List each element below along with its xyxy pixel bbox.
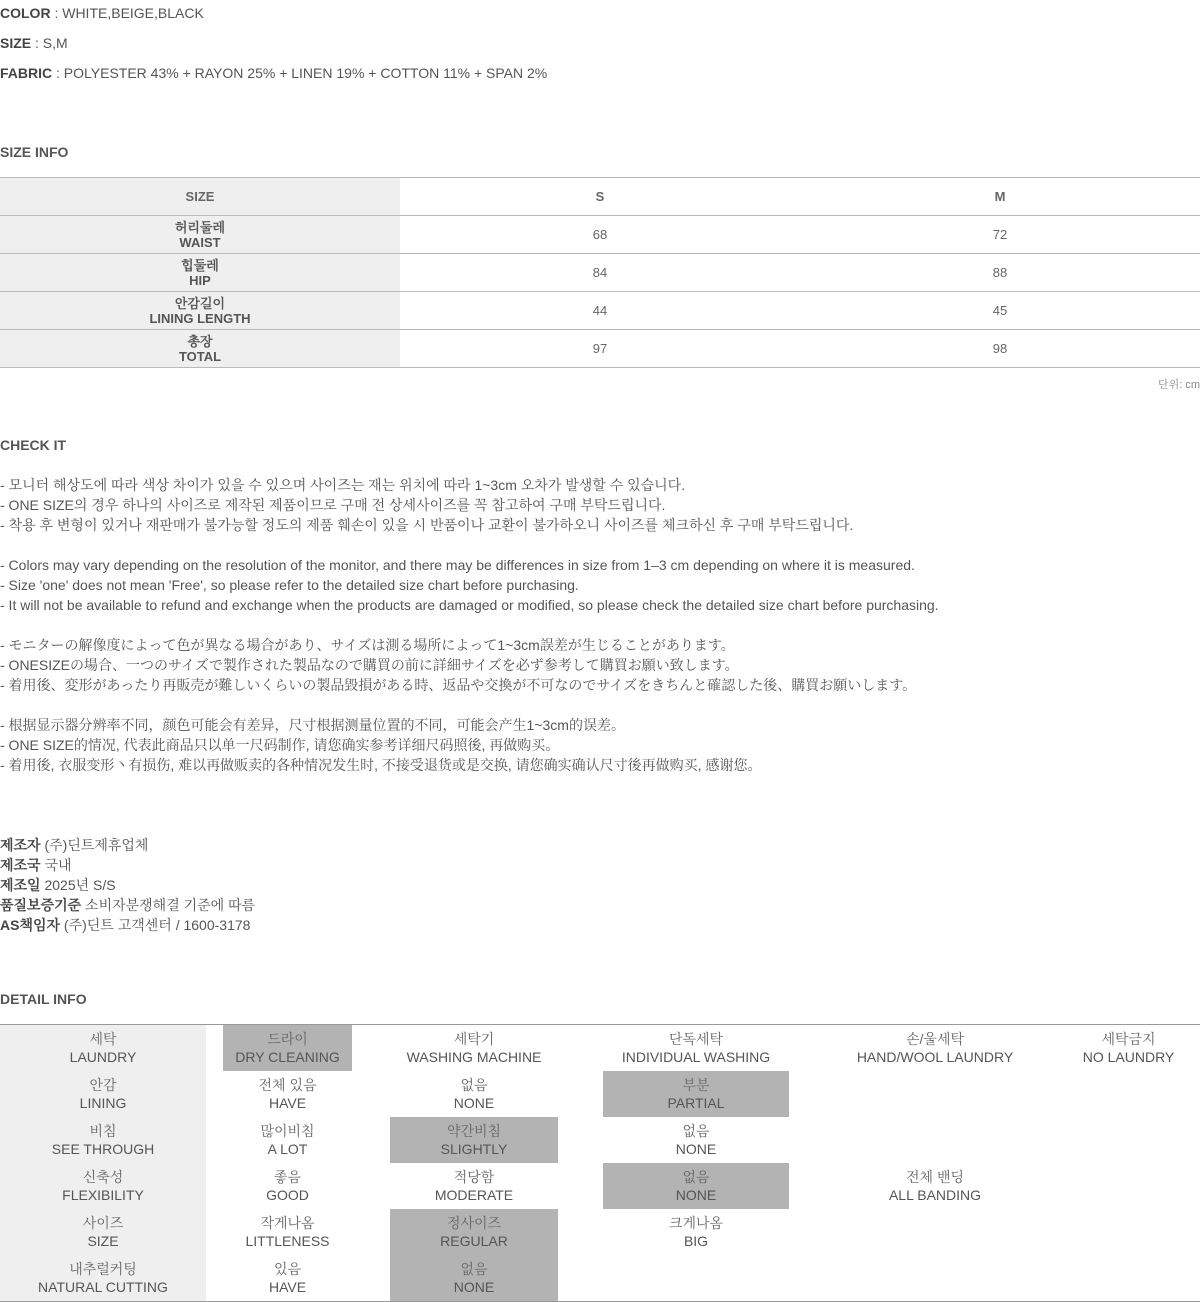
- option-ko: 세탁금지: [1101, 1031, 1156, 1047]
- detail-option: [603, 1117, 789, 1163]
- detail-info-grid: [0, 1024, 1200, 1302]
- detail-row-label: [0, 1209, 206, 1255]
- detail-option: [223, 1255, 352, 1301]
- measure-label: [0, 292, 400, 330]
- size-m-value: 88: [800, 254, 1200, 292]
- detail-option-selected: [390, 1117, 558, 1163]
- row-label-en: SEE THROUGH: [51, 1141, 155, 1157]
- quality-label: 품질보증기준: [0, 897, 82, 913]
- size-m-value: 45: [800, 292, 1200, 330]
- size-s-value: 44: [400, 292, 800, 330]
- notice-line: - 着用後, 衣服变形丶有损伤, 难以再做贩卖的各种情况发生时, 不接受退货或是交换, 请您确实确认尺寸後再做购买, 感谢您。: [0, 757, 762, 773]
- option-en: A LOT: [267, 1141, 308, 1157]
- option-en: HAND/WOOL LAUNDRY: [856, 1049, 1014, 1065]
- row-label-ko: 내추럴커팅: [69, 1261, 137, 1277]
- detail-row-label: [0, 1163, 206, 1209]
- color-label: COLOR: [0, 5, 51, 21]
- size-label: SIZE: [0, 35, 32, 51]
- option-ko: 전체 밴딩: [906, 1169, 964, 1185]
- row-label-en: FLEXIBILITY: [62, 1187, 144, 1203]
- option-ko: 전체 있음: [258, 1077, 317, 1093]
- unit-note: 단위: cm: [1157, 379, 1200, 391]
- option-ko: 크게나옴: [668, 1215, 724, 1231]
- detail-info-title: DETAIL INFO: [0, 991, 87, 1007]
- option-ko: 세탁기: [453, 1031, 495, 1047]
- detail-row-label: [0, 1071, 206, 1117]
- row-label-ko: 세탁: [89, 1031, 117, 1047]
- size-table-header: [0, 178, 1200, 216]
- option-en: NO LAUNDRY: [1082, 1049, 1175, 1065]
- size-m-value: 72: [800, 216, 1200, 254]
- detail-option: [390, 1025, 558, 1071]
- detail-row-label: [0, 1255, 206, 1301]
- option-ko: 좋음: [273, 1169, 302, 1185]
- notice-line: - ONESIZEの場合、一つのサイズで製作された製品なので購買の前に詳細サイズを必ず参考して購買お願い致します。: [0, 657, 739, 673]
- date-value: 2025년 S/S: [40, 877, 116, 893]
- maker-label: 제조자: [0, 837, 41, 853]
- as-row: [0, 915, 255, 935]
- option-en: REGULAR: [440, 1233, 508, 1249]
- fabric-label: FABRIC: [0, 65, 53, 81]
- measure-label-en: HIP: [189, 272, 211, 288]
- option-en: BIG: [683, 1233, 709, 1249]
- detail-option: [845, 1163, 1025, 1209]
- measure-label: [0, 254, 400, 292]
- check-it-japanese: [0, 635, 916, 695]
- check-it-chinese: [0, 715, 761, 775]
- size-s-value: 84: [400, 254, 800, 292]
- as-label: AS책임자: [0, 917, 61, 933]
- row-label-en: NATURAL CUTTING: [38, 1279, 168, 1295]
- size-table: [0, 177, 1200, 368]
- option-ko: 있음: [273, 1261, 302, 1277]
- notice-line: - Size 'one' does not mean 'Free', so please refer to the detailed size chart before purchasing.: [0, 577, 579, 593]
- option-en: WASHING MACHINE: [406, 1049, 542, 1065]
- size-value: : S,M: [31, 35, 68, 51]
- option-en: DRY CLEANING: [235, 1049, 340, 1065]
- option-en: SLIGHTLY: [440, 1141, 508, 1157]
- option-ko: 작게나옴: [260, 1215, 315, 1231]
- option-ko: 없음: [460, 1077, 488, 1093]
- size-info-title: SIZE INFO: [0, 144, 69, 160]
- detail-option: [223, 1071, 352, 1117]
- option-en: NONE: [453, 1279, 495, 1295]
- row-label-ko: 안감: [89, 1077, 117, 1093]
- table-row: [0, 216, 1200, 254]
- row-label-ko: 사이즈: [82, 1215, 124, 1231]
- measure-label-ko: 힙둘레: [181, 257, 219, 273]
- detail-option-selected: [603, 1163, 789, 1209]
- detail-option: [390, 1163, 558, 1209]
- measure-label-en: LINING LENGTH: [149, 310, 251, 326]
- measure-label-ko: 안감길이: [174, 295, 226, 311]
- date-label: 제조일: [0, 877, 41, 893]
- row-label-en: LINING: [79, 1095, 127, 1111]
- detail-option-selected: [223, 1025, 352, 1071]
- table-row: [0, 330, 1200, 368]
- quality-row: [0, 895, 255, 915]
- notice-line: - 根据显示器分辨率不同，颜色可能会有差异，尺寸根据测量位置的不同，可能会产生1~3cm的误差。: [0, 717, 625, 733]
- measure-label-ko: 총장: [187, 333, 213, 349]
- country-label: 제조국: [0, 857, 41, 873]
- measure-label: [0, 216, 400, 254]
- quality-value: 소비자분쟁해결 기준에 따름: [81, 897, 256, 913]
- detail-option: [603, 1025, 789, 1071]
- country-row: [0, 855, 255, 875]
- maker-row: [0, 835, 255, 855]
- detail-option: [223, 1163, 352, 1209]
- option-en: LITTLENESS: [245, 1233, 330, 1249]
- date-row: [0, 875, 255, 895]
- check-it-english: [0, 555, 939, 615]
- option-ko: 없음: [682, 1123, 710, 1139]
- detail-option: [390, 1071, 558, 1117]
- option-ko: 부분: [682, 1077, 710, 1093]
- notice-line: - 모니터 해상도에 따라 색상 차이가 있을 수 있으며 사이즈는 재는 위치에 따라 1~3cm 오차가 발생할 수 있습니다.: [0, 477, 686, 493]
- check-it-title: CHECK IT: [0, 437, 67, 453]
- option-en: HAVE: [268, 1279, 307, 1295]
- option-ko: 약간비침: [446, 1123, 502, 1139]
- detail-option-selected: [390, 1209, 558, 1255]
- measure-label-en: WAIST: [179, 234, 221, 250]
- table-row: [0, 254, 1200, 292]
- size-s-value: 68: [400, 216, 800, 254]
- notice-line: - ONE SIZE的情况, 代表此商品只以单一尺码制作, 请您确实参考详细尺码照後, 再做购买。: [0, 737, 560, 753]
- option-en: NONE: [453, 1095, 495, 1111]
- detail-option: [1065, 1025, 1192, 1071]
- option-en: MODERATE: [434, 1187, 514, 1203]
- fabric-spec: [0, 65, 547, 81]
- option-en: INDIVIDUAL WASHING: [621, 1049, 771, 1065]
- detail-row-label: [0, 1025, 206, 1071]
- row-label-ko: 비침: [89, 1123, 117, 1139]
- check-it-korean: [0, 475, 853, 535]
- option-ko: 단독세탁: [668, 1031, 724, 1047]
- option-ko: 없음: [460, 1261, 488, 1277]
- detail-option-selected: [603, 1071, 789, 1117]
- size-header-cell: SIZE: [0, 178, 400, 216]
- detail-option: [223, 1209, 352, 1255]
- option-en: NONE: [675, 1187, 717, 1203]
- option-ko: 정사이즈: [446, 1215, 502, 1231]
- option-ko: 드라이: [267, 1031, 308, 1047]
- notice-line: - It will not be available to refund and exchange when the products are damaged or modified, so please check the detailed size chart before purchasing.: [0, 597, 939, 613]
- size-spec: [0, 35, 68, 51]
- detail-option: [845, 1025, 1025, 1071]
- country-value: 국내: [40, 857, 72, 873]
- color-value: : WHITE,BEIGE,BLACK: [50, 5, 204, 21]
- fabric-value: : POLYESTER 43% + RAYON 25% + LINEN 19% + COTTON 11% + SPAN 2%: [52, 65, 548, 81]
- option-en: ALL BANDING: [888, 1187, 982, 1203]
- table-row: [0, 292, 1200, 330]
- as-value: (주)딘트 고객센터 / 1600-3178: [60, 917, 251, 933]
- row-label-ko: 신축성: [82, 1169, 124, 1185]
- measure-label: [0, 330, 400, 368]
- detail-row-label: [0, 1117, 206, 1163]
- option-en: GOOD: [266, 1187, 309, 1203]
- size-s-value: 97: [400, 330, 800, 368]
- notice-line: - ONE SIZE의 경우 하나의 사이즈로 제작된 제품이므로 구매 전 상세사이즈를 꼭 참고하여 구매 부탁드립니다.: [0, 497, 666, 513]
- notice-line: - Colors may vary depending on the resolution of the monitor, and there may be differences in size from 1–3 cm depending on where it is measured.: [0, 557, 915, 573]
- notice-line: - 着用後、変形があったり再販売が難しいくらいの製品毀損がある時、返品や交換が不可なのでサイズをきちんと確認した後、購買お願いします。: [0, 677, 917, 693]
- option-en: NONE: [675, 1141, 717, 1157]
- measure-label-en: TOTAL: [178, 348, 222, 364]
- color-spec: [0, 5, 204, 21]
- measure-label-ko: 허리둘레: [174, 219, 226, 235]
- option-en: PARTIAL: [667, 1095, 725, 1111]
- option-ko: 많이비침: [260, 1123, 315, 1139]
- row-label-en: SIZE: [87, 1233, 119, 1249]
- size-header-m: M: [800, 178, 1200, 216]
- row-label-en: LAUNDRY: [69, 1049, 137, 1065]
- maker-value: (주)딘트제휴업체: [40, 837, 149, 853]
- manufacturer-info: [0, 835, 255, 935]
- detail-option: [223, 1117, 352, 1163]
- option-ko: 없음: [682, 1169, 710, 1185]
- detail-option: [603, 1209, 789, 1255]
- size-header-s: S: [400, 178, 800, 216]
- option-en: HAVE: [268, 1095, 307, 1111]
- detail-option-selected: [390, 1255, 558, 1301]
- size-m-value: 98: [800, 330, 1200, 368]
- notice-line: - 착용 후 변형이 있거나 재판매가 불가능할 정도의 제품 훼손이 있을 시 반품이나 교환이 불가하오니 사이즈를 체크하신 후 구매 부탁드립니다.: [0, 517, 854, 533]
- option-ko: 적당함: [453, 1169, 495, 1185]
- notice-line: - モニターの解像度によって色が異なる場合があり、サイズは測る場所によって1~3cm誤差が生じることがあります。: [0, 637, 735, 653]
- option-ko: 손/울세탁: [906, 1031, 964, 1047]
